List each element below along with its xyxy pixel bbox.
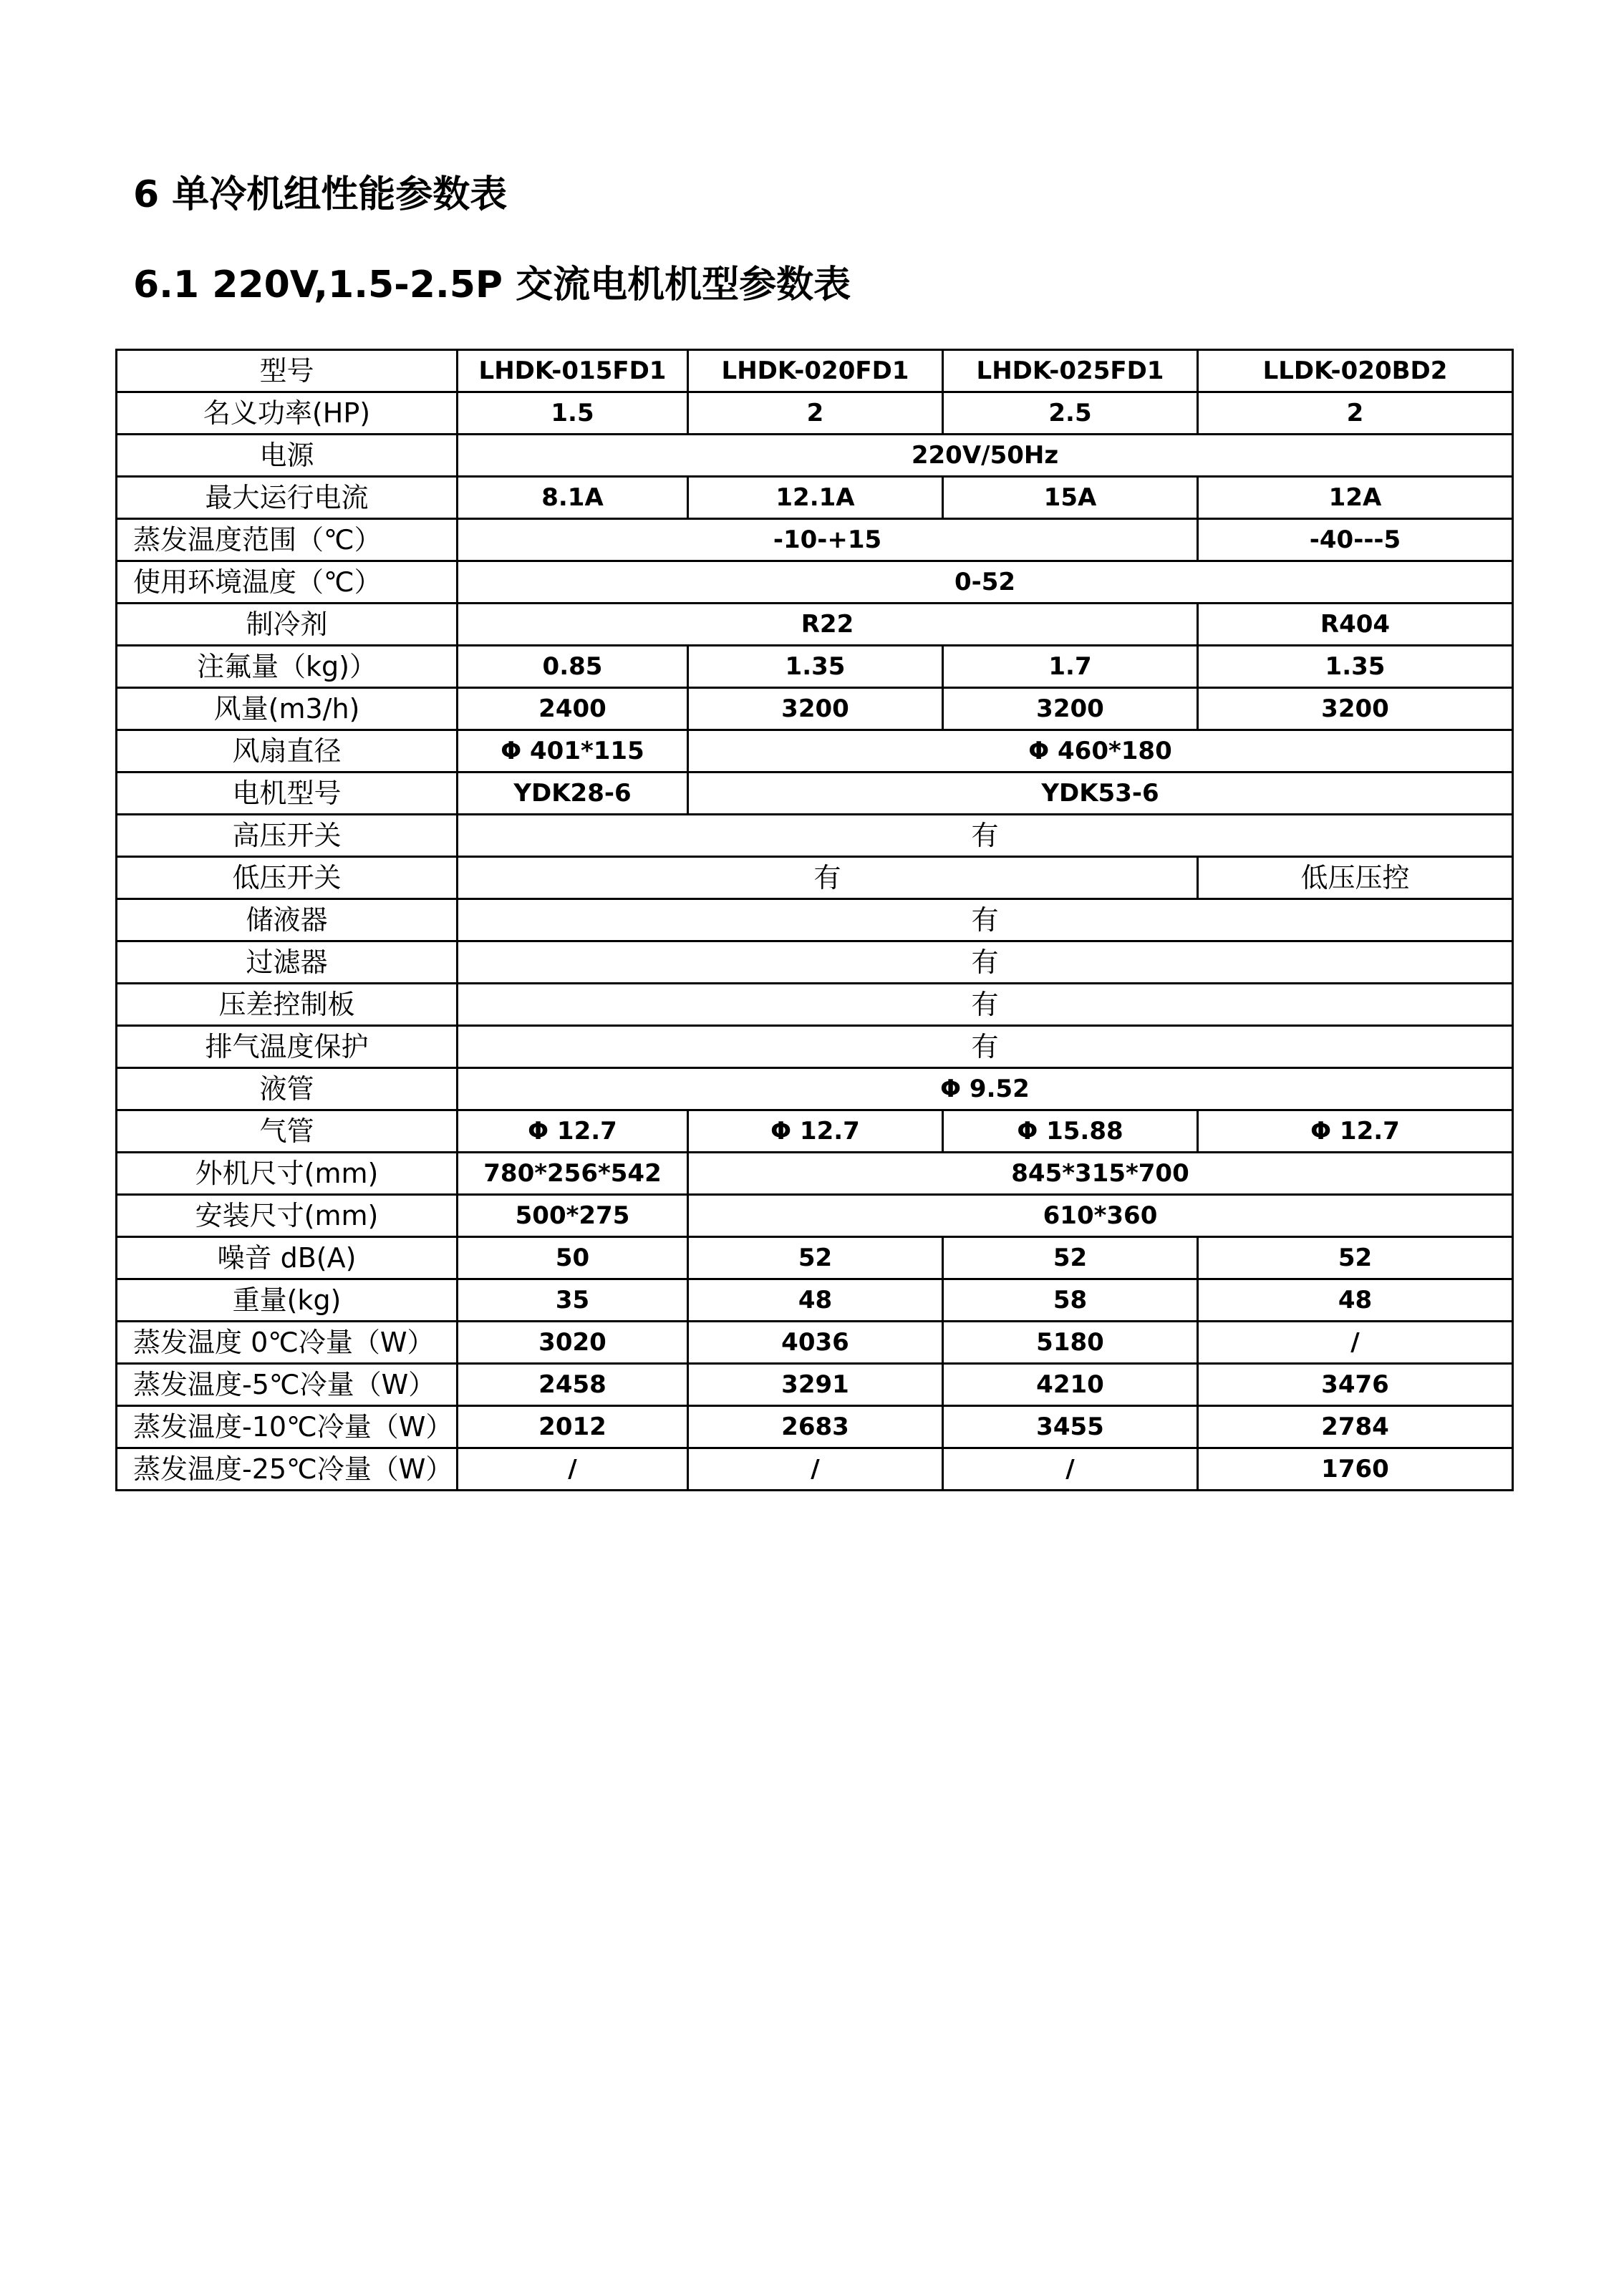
- table-cell: 15A: [943, 477, 1198, 519]
- table-cell: 有: [458, 857, 1198, 899]
- table-cell: 0.85: [458, 646, 688, 688]
- table-row: [117, 435, 1513, 477]
- table-row: [117, 984, 1513, 1026]
- table-cell: LLDK-020BD2: [1198, 350, 1513, 392]
- row-label: 蒸发温度范围（℃）: [117, 519, 458, 561]
- table-cell: 3020: [458, 1322, 688, 1364]
- table-row: [117, 646, 1513, 688]
- row-label: 注氟量（kg)）: [117, 646, 458, 688]
- row-label: 蒸发温度-25℃冷量（W）: [117, 1448, 458, 1491]
- table-cell: 3200: [1198, 688, 1513, 730]
- page-heading: 6 单冷机组性能参数表: [133, 173, 508, 216]
- table-cell: /: [943, 1448, 1198, 1491]
- table-row: [117, 1364, 1513, 1406]
- table-cell: 2400: [458, 688, 688, 730]
- row-label: 排气温度保护: [117, 1026, 458, 1068]
- table-row: [117, 772, 1513, 815]
- table-cell: Φ 12.7: [688, 1110, 943, 1153]
- table-row: [117, 815, 1513, 857]
- row-label: 噪音 dB(A): [117, 1237, 458, 1279]
- row-label: 风扇直径: [117, 730, 458, 772]
- table-cell: /: [688, 1448, 943, 1491]
- table-row: [117, 730, 1513, 772]
- table-cell: 5180: [943, 1322, 1198, 1364]
- table-cell: 1760: [1198, 1448, 1513, 1491]
- row-label: 电源: [117, 435, 458, 477]
- table-row: [117, 1068, 1513, 1110]
- table-cell: Φ 12.7: [458, 1110, 688, 1153]
- table-row: [117, 477, 1513, 519]
- row-label: 使用环境温度（℃）: [117, 561, 458, 604]
- table-cell: 52: [688, 1237, 943, 1279]
- spec-table: [115, 349, 1514, 1491]
- table-row: [117, 1448, 1513, 1491]
- row-label: 安装尺寸(mm): [117, 1195, 458, 1237]
- table-cell: 48: [688, 1279, 943, 1322]
- table-cell: 58: [943, 1279, 1198, 1322]
- table-cell: 有: [458, 899, 1513, 941]
- table-cell: R22: [458, 604, 1198, 646]
- table-cell: 220V/50Hz: [458, 435, 1513, 477]
- table-row: [117, 1110, 1513, 1153]
- table-cell: 48: [1198, 1279, 1513, 1322]
- row-label: 压差控制板: [117, 984, 458, 1026]
- table-cell: /: [458, 1448, 688, 1491]
- row-label: 储液器: [117, 899, 458, 941]
- table-cell: LHDK-025FD1: [943, 350, 1198, 392]
- table-cell: 3455: [943, 1406, 1198, 1448]
- table-cell: 4210: [943, 1364, 1198, 1406]
- table-cell: Φ 460*180: [688, 730, 1513, 772]
- table-cell: 2458: [458, 1364, 688, 1406]
- row-label: 型号: [117, 350, 458, 392]
- table-row: [117, 561, 1513, 604]
- row-label: 蒸发温度-10℃冷量（W）: [117, 1406, 458, 1448]
- table-row: [117, 1237, 1513, 1279]
- table-cell: 2012: [458, 1406, 688, 1448]
- table-cell: YDK53-6: [688, 772, 1513, 815]
- table-cell: 有: [458, 815, 1513, 857]
- table-cell: 有: [458, 984, 1513, 1026]
- row-label: 高压开关: [117, 815, 458, 857]
- row-label: 风量(m3/h): [117, 688, 458, 730]
- row-label: 蒸发温度 0℃冷量（W）: [117, 1322, 458, 1364]
- table-cell: Φ 15.88: [943, 1110, 1198, 1153]
- table-cell: 52: [1198, 1237, 1513, 1279]
- table-row: [117, 857, 1513, 899]
- table-cell: 780*256*542: [458, 1153, 688, 1195]
- table-cell: 12.1A: [688, 477, 943, 519]
- table-cell: 2: [1198, 392, 1513, 435]
- table-cell: Φ 12.7: [1198, 1110, 1513, 1153]
- table-cell: 1.5: [458, 392, 688, 435]
- table-cell: 2.5: [943, 392, 1198, 435]
- table-cell: 845*315*700: [688, 1153, 1513, 1195]
- row-label: 液管: [117, 1068, 458, 1110]
- spec-table-body: [117, 350, 1513, 1491]
- table-cell: R404: [1198, 604, 1513, 646]
- table-cell: 12A: [1198, 477, 1513, 519]
- table-row: [117, 1279, 1513, 1322]
- table-cell: LHDK-015FD1: [458, 350, 688, 392]
- table-cell: 500*275: [458, 1195, 688, 1237]
- table-cell: -10-+15: [458, 519, 1198, 561]
- table-cell: 35: [458, 1279, 688, 1322]
- table-row: [117, 1153, 1513, 1195]
- table-cell: 有: [458, 1026, 1513, 1068]
- row-label: 重量(kg): [117, 1279, 458, 1322]
- row-label: 制冷剂: [117, 604, 458, 646]
- table-row: [117, 392, 1513, 435]
- table-cell: 3291: [688, 1364, 943, 1406]
- table-cell: 610*360: [688, 1195, 1513, 1237]
- table-row: [117, 519, 1513, 561]
- table-cell: YDK28-6: [458, 772, 688, 815]
- table-cell: 4036: [688, 1322, 943, 1364]
- table-cell: /: [1198, 1322, 1513, 1364]
- table-cell: 52: [943, 1237, 1198, 1279]
- table-cell: 50: [458, 1237, 688, 1279]
- table-row: [117, 899, 1513, 941]
- table-row: [117, 604, 1513, 646]
- table-cell: 3200: [943, 688, 1198, 730]
- table-cell: -40---5: [1198, 519, 1513, 561]
- table-cell: 1.7: [943, 646, 1198, 688]
- table-cell: 1.35: [688, 646, 943, 688]
- row-label: 气管: [117, 1110, 458, 1153]
- table-cell: 有: [458, 941, 1513, 984]
- table-cell: LHDK-020FD1: [688, 350, 943, 392]
- table-cell: 2683: [688, 1406, 943, 1448]
- table-cell: 2784: [1198, 1406, 1513, 1448]
- row-label: 低压开关: [117, 857, 458, 899]
- table-row: [117, 1322, 1513, 1364]
- table-cell: 3476: [1198, 1364, 1513, 1406]
- table-cell: 3200: [688, 688, 943, 730]
- row-label: 过滤器: [117, 941, 458, 984]
- row-label: 外机尺寸(mm): [117, 1153, 458, 1195]
- table-row: [117, 688, 1513, 730]
- table-cell: 低压压控: [1198, 857, 1513, 899]
- row-label: 蒸发温度-5℃冷量（W）: [117, 1364, 458, 1406]
- table-row: [117, 941, 1513, 984]
- section-heading: 6.1 220V,1.5-2.5P 交流电机机型参数表: [133, 263, 851, 306]
- table-cell: 8.1A: [458, 477, 688, 519]
- table-row: [117, 350, 1513, 392]
- table-cell: 1.35: [1198, 646, 1513, 688]
- row-label: 名义功率(HP): [117, 392, 458, 435]
- table-cell: Φ 9.52: [458, 1068, 1513, 1110]
- row-label: 电机型号: [117, 772, 458, 815]
- table-cell: 0-52: [458, 561, 1513, 604]
- table-row: [117, 1406, 1513, 1448]
- table-row: [117, 1026, 1513, 1068]
- table-cell: Φ 401*115: [458, 730, 688, 772]
- table-row: [117, 1195, 1513, 1237]
- table-cell: 2: [688, 392, 943, 435]
- row-label: 最大运行电流: [117, 477, 458, 519]
